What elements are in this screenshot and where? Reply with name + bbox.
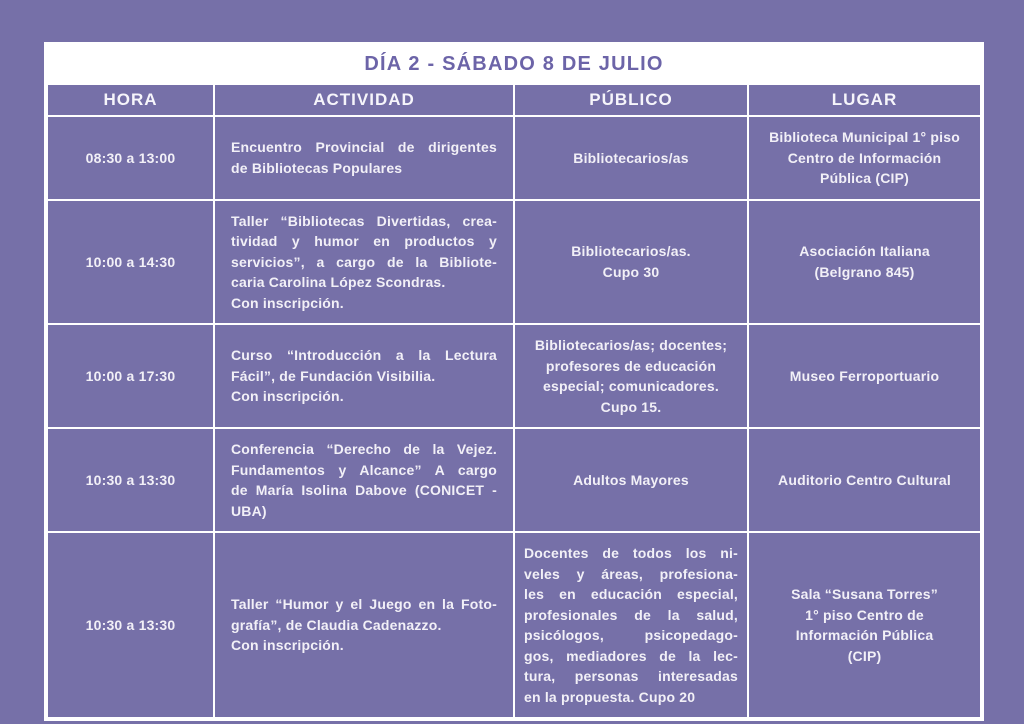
table-row (46, 532, 982, 719)
text-line: profesionales de la salud, (524, 606, 738, 623)
text-line: Conferencia “Derecho de la Vejez. (231, 441, 497, 457)
actividad-cell (214, 116, 514, 200)
text-line: UBA) (231, 502, 267, 519)
lugar-cell (748, 324, 982, 428)
header-row (46, 84, 982, 116)
text-line: Pública (CIP) (820, 170, 909, 186)
text-line: Taller “Humor y el Juego en la Foto- (231, 596, 497, 613)
text-line: Bibliotecarios/as (573, 149, 689, 166)
text-line: gos, mediadores de la lec- (524, 647, 738, 664)
text-line: Encuentro Provincial de dirigentes (231, 139, 497, 156)
text-line: Bibliotecarios/as. (571, 243, 691, 260)
text-line: psicólogos, psicopedago- (524, 627, 738, 643)
publico-cell (514, 428, 748, 532)
column-header-hora: HORA (46, 84, 214, 116)
text-line: servicios”, a cargo de la Bibliote- (231, 253, 497, 270)
table-row (46, 324, 982, 428)
table-row (46, 200, 982, 325)
lugar-cell (748, 428, 982, 532)
text-line: tividad y humor en productos y (231, 233, 497, 249)
text-line: Con inscripción. (231, 294, 344, 311)
text-line: especial; comunicadores. (543, 378, 719, 394)
text-line: 1° piso Centro de (805, 606, 924, 623)
text-line: tura, personas interesadas (524, 668, 738, 684)
text-line: Bibliotecarios/as; docentes; (534, 337, 728, 353)
schedule-table (44, 42, 984, 721)
hora-cell: 10:30 a 13:30 (46, 532, 214, 719)
publico-cell (514, 324, 748, 428)
text-line: veles y áreas, profesiona- (524, 565, 738, 582)
text-line: Fácil”, de Fundación Visibilia. (231, 367, 436, 384)
text-line: caria Carolina López Scondras. (231, 274, 446, 290)
text-line: Museo Ferroportuario (789, 367, 940, 384)
text-line: profesores de educación (545, 357, 717, 374)
actividad-cell (214, 324, 514, 428)
table-title: DÍA 2 - SÁBADO 8 DE JULIO (46, 44, 982, 84)
column-header-lugar: LUGAR (748, 84, 982, 116)
lugar-cell (748, 200, 982, 325)
publico-cell (514, 200, 748, 325)
table-row (46, 116, 982, 200)
publico-cell (514, 532, 748, 719)
publico-cell (514, 116, 748, 200)
hora-cell: 10:00 a 17:30 (46, 324, 214, 428)
text-line: Adultos Mayores (573, 471, 689, 488)
text-line: Con inscripción. (231, 637, 344, 654)
text-line: grafía”, de Claudia Cadenazzo. (231, 616, 442, 633)
hora-cell: 08:30 a 13:00 (46, 116, 214, 200)
text-line: (CIP) (847, 647, 882, 664)
text-line: en la propuesta. Cupo 20 (524, 688, 696, 705)
text-line: Fundamentos y Alcance” A cargo (231, 461, 497, 478)
text-line: Sala “Susana Torres” (791, 586, 938, 602)
text-line: de Bibliotecas Populares (231, 159, 403, 176)
hora-cell: 10:00 a 14:30 (46, 200, 214, 325)
text-line: Centro de Información (787, 149, 942, 166)
text-line: Auditorio Centro Cultural (778, 471, 952, 488)
text-line: Taller “Bibliotecas Divertidas, crea- (231, 212, 497, 229)
text-line: Información Pública (795, 627, 934, 643)
text-line: les en educación especial, (524, 586, 738, 602)
text-line: Cupo 30 (602, 263, 660, 280)
actividad-cell (214, 428, 514, 532)
text-line: Asociación Italiana (799, 243, 930, 260)
text-line: Curso “Introducción a la Lectura (231, 347, 497, 364)
text-line: Cupo 15. (600, 398, 662, 415)
lugar-cell (748, 532, 982, 719)
column-header-publico: PÚBLICO (514, 84, 748, 116)
text-line: Docentes de todos los ni- (524, 545, 738, 561)
text-line: Biblioteca Municipal 1° piso (769, 129, 960, 145)
column-header-actividad: ACTIVIDAD (214, 84, 514, 116)
actividad-cell (214, 532, 514, 719)
actividad-cell (214, 200, 514, 325)
table-row (46, 428, 982, 532)
text-line: Con inscripción. (231, 388, 344, 405)
title-row (46, 44, 982, 84)
hora-cell: 10:30 a 13:30 (46, 428, 214, 532)
lugar-cell (748, 116, 982, 200)
text-line: de María Isolina Dabove (CONICET - (231, 482, 497, 498)
text-line: (Belgrano 845) (814, 263, 915, 280)
